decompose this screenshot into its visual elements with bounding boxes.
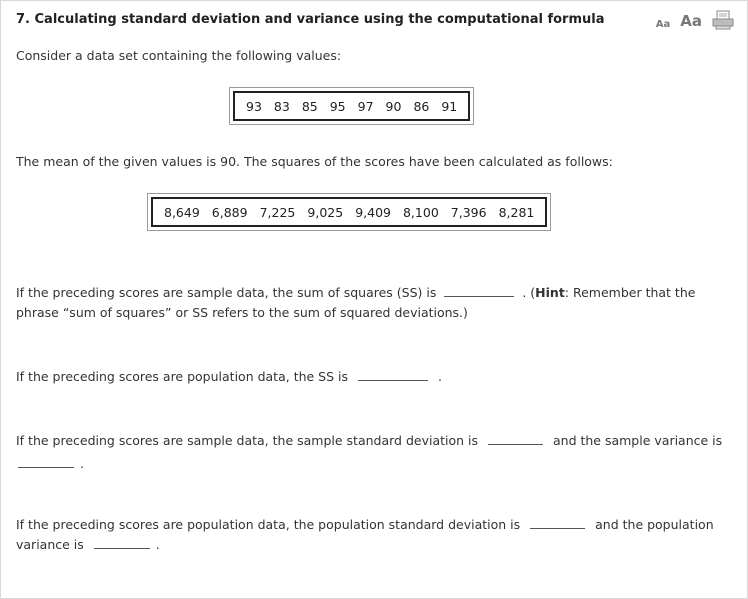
values-list xyxy=(233,91,470,121)
squares-item: 8,281 xyxy=(498,204,535,220)
print-icon[interactable] xyxy=(712,10,734,30)
values-item: 85 xyxy=(301,98,318,114)
squares-item: 8,649 xyxy=(164,204,200,220)
q4-after: . xyxy=(155,537,160,552)
q4-text: If the preceding scores are population data, the population standard deviation is xyxy=(16,517,521,532)
squares-item: 8,100 xyxy=(402,204,439,220)
squares-item: 9,025 xyxy=(307,204,344,220)
values-item: 83 xyxy=(273,98,290,114)
q3-text: If the preceding scores are sample data, the sample standard deviation is xyxy=(16,433,479,448)
values-item: 90 xyxy=(385,98,402,114)
values-box xyxy=(229,87,474,125)
ss-sample-input[interactable] xyxy=(444,284,514,297)
squares-list xyxy=(151,197,547,227)
question-3 xyxy=(16,431,734,474)
q4-middle: and the population variance is xyxy=(16,517,714,552)
q1-after: . ( xyxy=(522,285,536,300)
squares-item: 7,396 xyxy=(450,204,487,220)
population-variance-input[interactable] xyxy=(94,536,150,549)
q2-after: . xyxy=(437,369,442,384)
ss-population-input[interactable] xyxy=(358,368,428,381)
hint-label: Hint xyxy=(535,285,565,300)
sample-sd-input[interactable] xyxy=(488,432,543,445)
hint-text: : Remember that the phrase “sum of squares” or SS refers to the sum of squared deviations.) xyxy=(16,285,696,320)
values-item: 97 xyxy=(357,98,374,114)
q3-middle: and the sample variance is xyxy=(552,433,723,448)
decrease-font-button[interactable]: Aa xyxy=(655,19,671,30)
question-title: 7. Calculating standard deviation and variance using the computational formula xyxy=(16,12,605,27)
squares-item: 6,889 xyxy=(211,204,248,220)
values-item: 91 xyxy=(441,98,458,114)
q1-text: If the preceding scores are sample data, the sum of squares (SS) is xyxy=(16,285,437,300)
squares-item: 9,409 xyxy=(355,204,391,220)
values-item: 93 xyxy=(246,98,262,114)
values-item: 95 xyxy=(329,98,346,114)
q2-text: If the preceding scores are population data, the SS is xyxy=(16,369,349,384)
population-sd-input[interactable] xyxy=(530,516,585,529)
increase-font-button[interactable]: Aa xyxy=(680,12,702,30)
sample-variance-input[interactable] xyxy=(18,455,74,468)
question-1 xyxy=(16,283,734,323)
values-item: 86 xyxy=(413,98,430,114)
squares-item: 7,225 xyxy=(259,204,296,220)
question-4 xyxy=(16,515,734,555)
intro-text: Consider a data set containing the following values: xyxy=(16,48,342,63)
q3-after: . xyxy=(80,456,84,471)
toolbar xyxy=(656,10,734,30)
question-2 xyxy=(16,367,734,387)
squares-box xyxy=(147,193,551,231)
mean-text: The mean of the given values is 90. The squares of the scores have been calculated as follows: xyxy=(16,154,613,169)
